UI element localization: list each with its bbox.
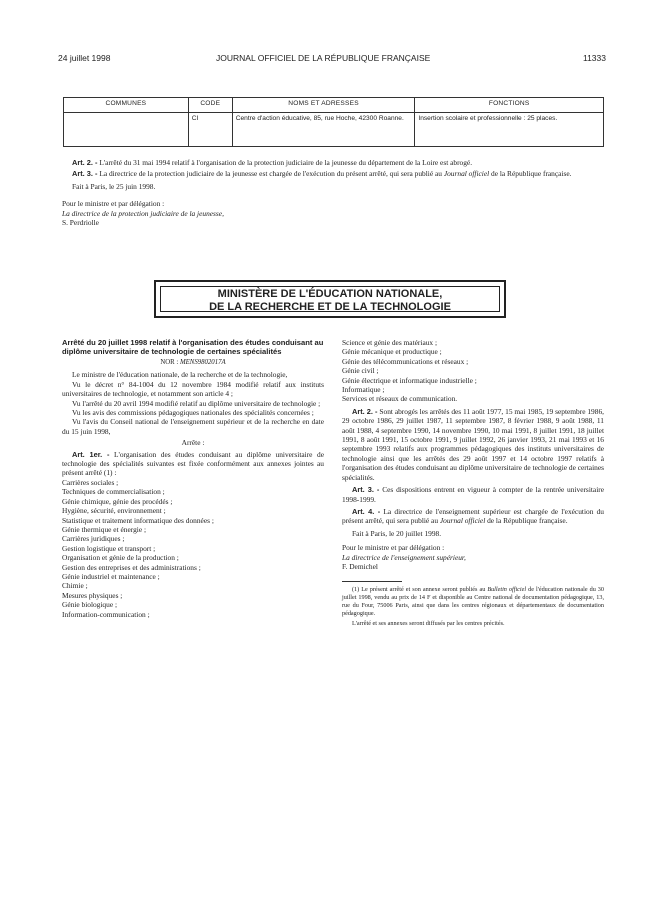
establishment-table <box>63 97 604 147</box>
preamble-minister: Le ministre de l'éducation nationale, de la recherche et de la technologie, <box>72 370 288 380</box>
preamble-vu-arrete: Vu l'arrêté du 20 avril 1994 modifié relatif au diplôme universitaire de technologie ; <box>72 398 321 408</box>
table-cell-commune <box>64 113 189 147</box>
specialties-list-continued <box>342 338 604 404</box>
table-header-fonctions: FONCTIONS <box>415 98 604 113</box>
page-header <box>58 53 606 67</box>
footnote-1: (1) Le présent arrêté et son annexe seront publiés au Bulletin officiel de l'éducation nationale du 30 juillet 1998, vendu au prix de 14 F et disponible au Centre national de documentation pédagogique, 13, rue du Four, 75006 Paris, ainsi que dans les centres régionaux et départementaux de documentation pédagogique. <box>342 586 604 617</box>
list-item: Génie thermique et énergie ; <box>62 524 146 534</box>
preamble-vu-avis-commissions: Vu les avis des commissions pédagogiques nationales des spécialités concernées ; <box>72 408 314 418</box>
list-item: Génie mécanique et productique ; <box>342 347 442 357</box>
table-cell-function: Insertion scolaire et professionnelle : 25 places. <box>415 113 604 147</box>
top-articles <box>62 158 604 227</box>
nor-line: NOR : MENS9802017A <box>160 359 226 366</box>
right-fait: Fait à Paris, le 20 juillet 1998. <box>352 528 442 538</box>
list-item: Techniques de commercialisation ; <box>62 487 165 497</box>
list-item: Carrières sociales ; <box>62 477 119 487</box>
table-cell-address: Centre d'action éducative, 85, rue Hoche, 42300 Roanne. <box>232 113 415 147</box>
right-column <box>342 338 604 627</box>
list-item: Chimie ; <box>62 581 88 591</box>
nor-code: MENS9802017A <box>179 359 226 366</box>
ministry-title <box>160 286 500 312</box>
list-item: Gestion des entreprises et des administrations ; <box>62 562 201 572</box>
ministry-line-2: DE LA RECHERCHE ET DE LA TECHNOLOGIE <box>209 301 451 313</box>
table-header-row <box>64 98 604 113</box>
header-page-number: 11333 <box>582 53 606 63</box>
footnote-2: L'arrêté et ses annexes seront diffusés par les centres précités. <box>352 619 505 627</box>
table-header-communes: COMMUNES <box>64 98 189 113</box>
table-cell-code: CI <box>188 113 232 147</box>
preamble-vu-avis-conseil: Vu l'avis du Conseil national de l'enseignement supérieur et de la recherche en date du 15 juin 1998, <box>62 417 324 436</box>
list-item: Organisation et génie de la production ; <box>62 553 179 563</box>
list-item: Information-communication ; <box>62 609 150 619</box>
top-article-2: Art. 2. - L'arrêté du 31 mai 1994 relatif à l'organisation de la protection judiciaire de la jeunesse du département de la Loire est abrogé. <box>72 158 473 167</box>
right-article-3: Art. 3. - Ces dispositions entrent en vigueur à compter de la rentrée universitaire 1998-1999. <box>342 485 604 504</box>
right-signature-line-1: Pour le ministre et par délégation : <box>342 543 445 553</box>
right-signature-line-2: La directrice de l'enseignement supérieur, <box>342 552 466 562</box>
table-row <box>64 113 604 147</box>
list-item: Génie électrique et informatique industrielle ; <box>342 375 477 385</box>
list-item: Génie biologique ; <box>62 600 118 610</box>
list-item: Services et réseaux de communication. <box>342 394 458 404</box>
right-signature-name: F. Demichel <box>342 561 378 571</box>
list-item: Génie chimique, génie des procédés ; <box>62 496 173 506</box>
list-item: Gestion logistique et transport ; <box>62 543 156 553</box>
specialties-list <box>62 478 324 619</box>
top-signature-line-2: La directrice de la protection judiciaire de la jeunesse, <box>62 208 224 218</box>
top-signature-line-1: Pour le ministre et par délégation : <box>62 199 165 209</box>
top-signature-name: S. Perdriolle <box>62 218 99 228</box>
right-article-2: Art. 2. - Sont abrogés les arrêtés des 11 août 1977, 15 mai 1985, 19 septembre 1986, 29 octobre 1986, 29 juillet 1987, 11 septembre 1987, 8 février 1988, 9 août 1988, 11 août 1988, 4 septembre 1990, 14 novembre 1990, 10 mai 1991, 8 juillet 1991, 18 juillet 1991, 8 août 1991, 15 octobre 1991, 9 juillet 1992, 26 janvier 1993, 21 mai 1993 et 16 septembre 1993 relatifs aux programmes pédagogiques des instituts universitaires de technologie ainsi que les arrêtés des 29 août 1997 et 14 octobre 1997 relatifs à l'organisation des études conduisant au diplôme universitaire de technologie de certaines spécialités. <box>342 406 604 482</box>
left-article-1: Art. 1er. - L'organisation des études conduisant au diplôme universitaire de technologie des spécialités suivantes est fixée conformément aux annexes jointes au présent arrêté (1) : <box>62 449 324 478</box>
list-item: Génie des télécommunications et réseaux ; <box>342 356 469 366</box>
header-date: 24 juillet 1998 <box>58 53 111 63</box>
list-item: Hygiène, sécurité, environnement ; <box>62 506 166 516</box>
table-header-code: CODE <box>188 98 232 113</box>
list-item: Statistique et traitement informatique des données ; <box>62 515 214 525</box>
list-item: Science et génie des matériaux ; <box>342 338 438 347</box>
ministry-box <box>154 280 506 318</box>
left-column <box>62 338 324 619</box>
top-fait: Fait à Paris, le 25 juin 1998. <box>72 181 156 191</box>
list-item: Génie industriel et maintenance ; <box>62 571 160 581</box>
list-item: Carrières juridiques ; <box>62 534 125 544</box>
right-article-4: Art. 4. - La directrice de l'enseignement supérieur est chargée de l'exécution du présent arrêté, qui sera publié au Journal officiel de la République française. <box>342 506 604 526</box>
table-header-noms: NOMS ET ADRESSES <box>232 98 415 113</box>
list-item: Mesures physiques ; <box>62 590 123 600</box>
list-item: Génie civil ; <box>342 366 379 376</box>
ministry-line-1: MINISTÈRE DE L'ÉDUCATION NATIONALE, <box>217 288 443 300</box>
preamble-vu-decret: Vu le décret n° 84-1004 du 12 novembre 1984 modifié relatif aux instituts universitaires de technologie, et notamment son article 4 ; <box>62 379 324 399</box>
list-item: Informatique ; <box>342 385 385 395</box>
arrete-heading: Arrête : <box>181 438 205 448</box>
top-article-3: Art. 3. - La directrice de la protection judiciaire de la jeunesse est chargée de l'exécution du présent arrêté, qui sera publié au Journal officiel de la République française. <box>72 169 572 179</box>
footnote-divider <box>342 581 402 582</box>
decree-title: Arrêté du 20 juillet 1998 relatif à l'organisation des études conduisant au diplôme universitaire de technologie de certaines spécialités <box>62 338 324 356</box>
header-title: JOURNAL OFFICIEL DE LA RÉPUBLIQUE FRANÇAISE <box>216 53 431 63</box>
